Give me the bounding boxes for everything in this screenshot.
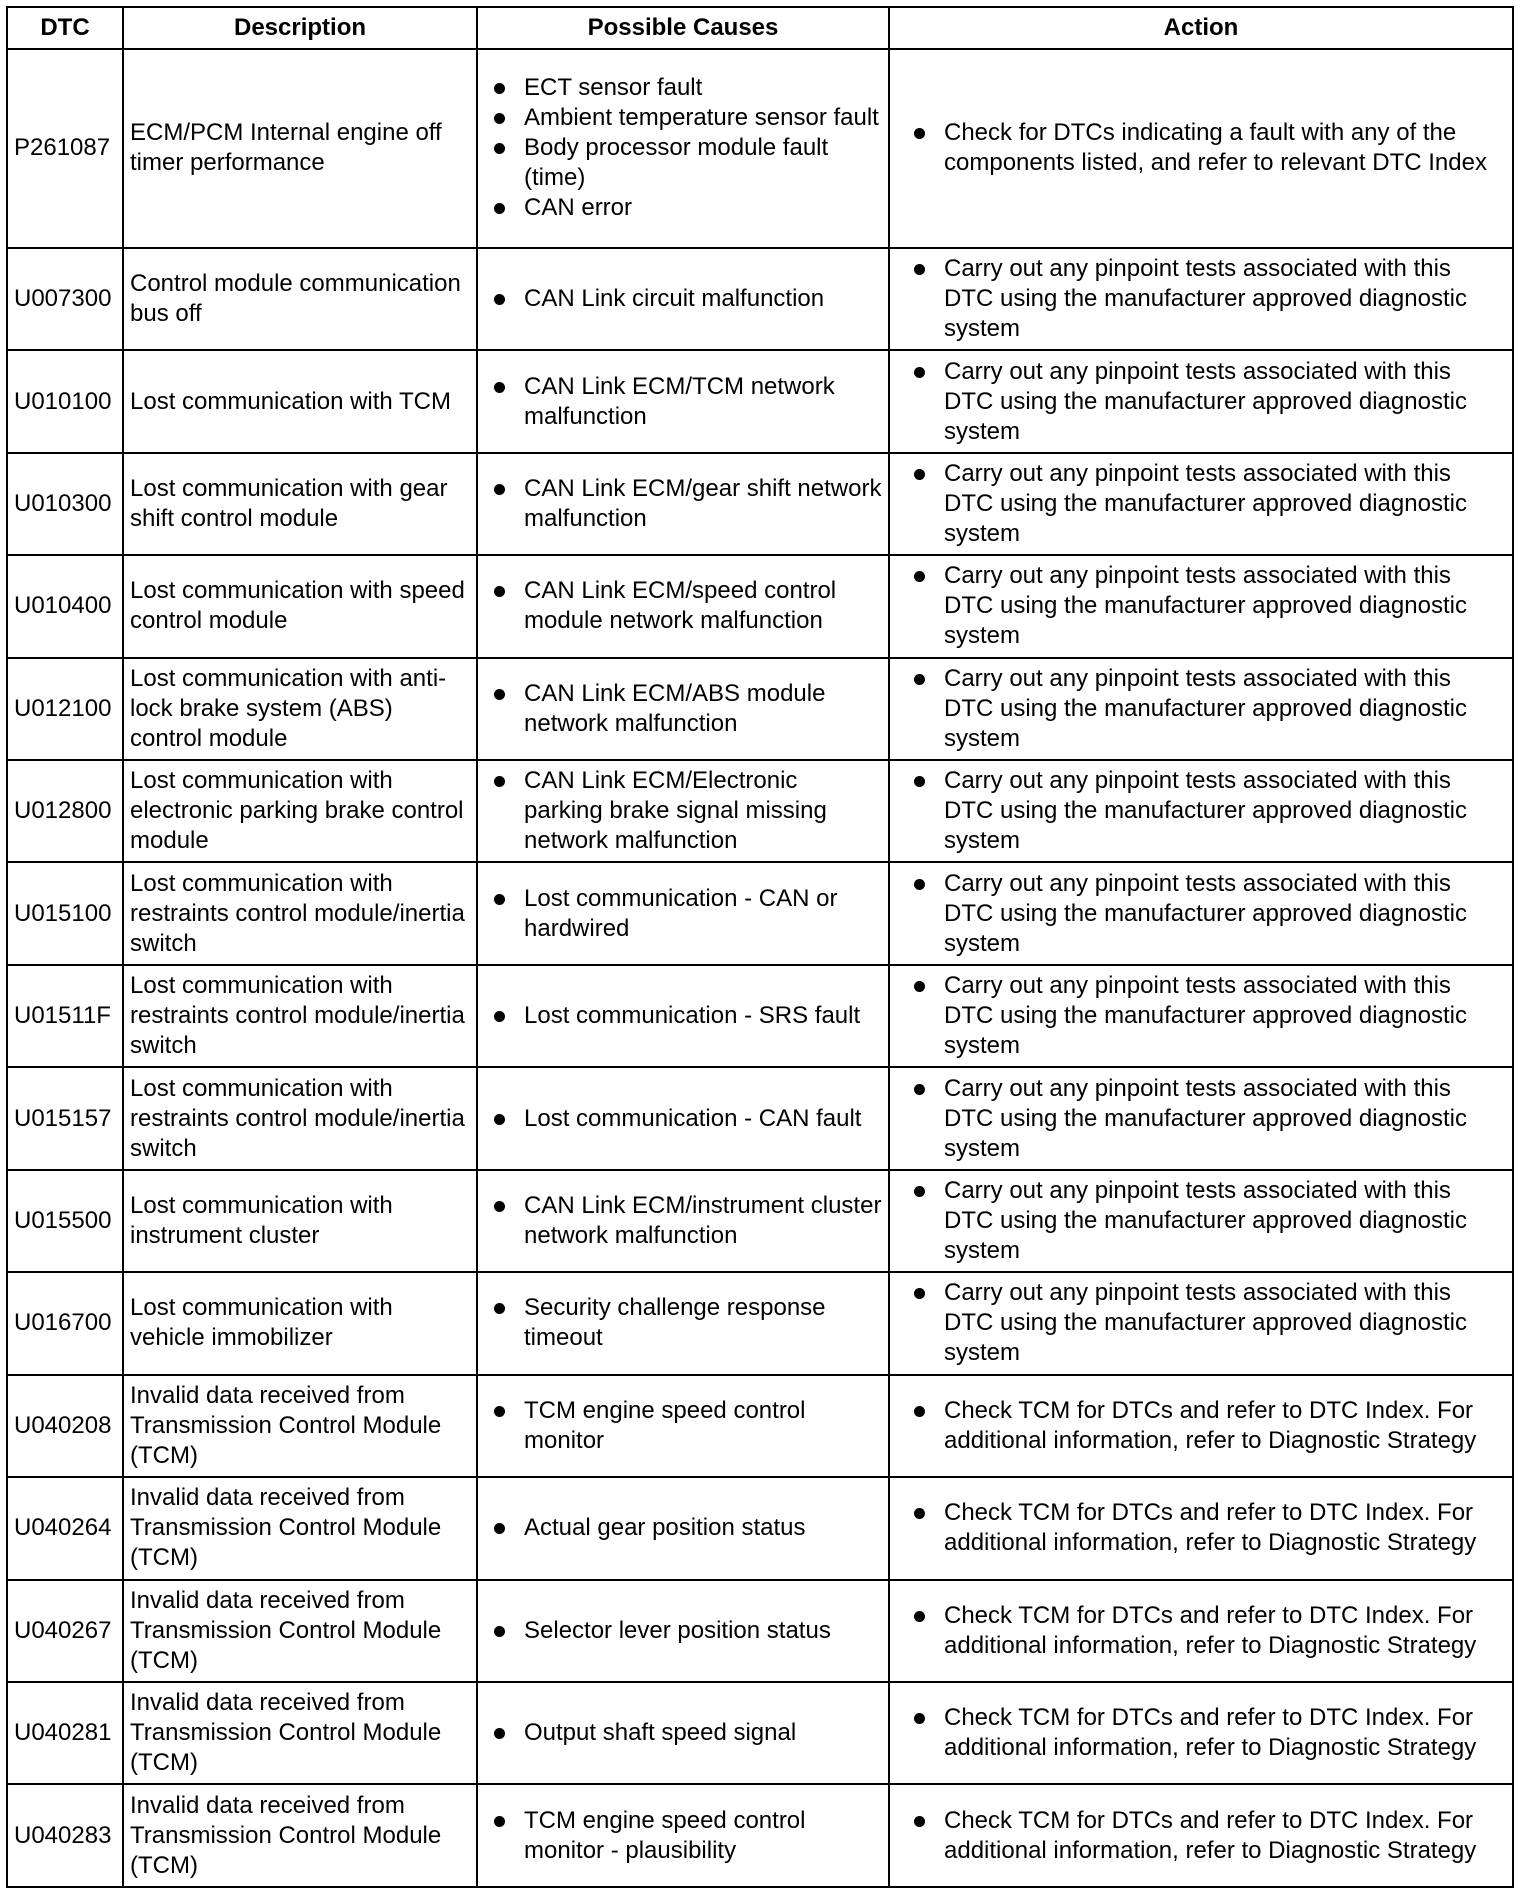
action-list [896, 459, 1506, 549]
dtc-code: U012800 [7, 760, 123, 862]
cause-list [484, 679, 882, 739]
action-list [896, 766, 1506, 856]
possible-causes-cell [477, 1784, 889, 1887]
dtc-description: Lost communication with TCM [123, 350, 477, 452]
cause-list [484, 1513, 882, 1543]
header-description: Description [123, 7, 477, 49]
table-row [7, 1272, 1513, 1374]
action-list [896, 1176, 1506, 1266]
action-cell [889, 1272, 1513, 1374]
cause-item: CAN Link ECM/gear shift network malfunction [484, 474, 882, 534]
action-item: Check for DTCs indicating a fault with any of the components listed, and refer to relevant DTC Index [896, 118, 1506, 178]
action-list [896, 254, 1506, 344]
action-cell [889, 760, 1513, 862]
cause-item: Actual gear position status [484, 1513, 882, 1543]
action-list [896, 118, 1506, 178]
action-list [896, 1703, 1506, 1763]
cause-item: CAN Link ECM/speed control module network malfunction [484, 576, 882, 636]
table-row [7, 555, 1513, 657]
dtc-code: U012100 [7, 658, 123, 760]
action-cell [889, 248, 1513, 350]
cause-item: ECT sensor fault [484, 73, 882, 103]
cause-list [484, 372, 882, 432]
cause-list [484, 1806, 882, 1866]
dtc-code: U015157 [7, 1067, 123, 1169]
action-list [896, 1601, 1506, 1661]
possible-causes-cell [477, 1477, 889, 1579]
possible-causes-cell [477, 965, 889, 1067]
cause-list [484, 474, 882, 534]
header-action: Action [889, 7, 1513, 49]
cause-list [484, 1396, 882, 1456]
action-cell [889, 1375, 1513, 1477]
dtc-code: U040208 [7, 1375, 123, 1477]
cause-item: CAN error [484, 193, 882, 223]
action-cell [889, 1170, 1513, 1272]
dtc-description: Invalid data received from Transmission Control Module (TCM) [123, 1784, 477, 1887]
table-body [7, 49, 1513, 1887]
cause-item: CAN Link ECM/instrument cluster network malfunction [484, 1191, 882, 1251]
table-row [7, 1170, 1513, 1272]
action-list [896, 1806, 1506, 1866]
cause-list [484, 1718, 882, 1748]
action-cell [889, 49, 1513, 248]
cause-item: Security challenge response timeout [484, 1293, 882, 1353]
dtc-description: Lost communication with vehicle immobilizer [123, 1272, 477, 1374]
action-item: Carry out any pinpoint tests associated with this DTC using the manufacturer approved diagnostic system [896, 971, 1506, 1061]
dtc-code: U015500 [7, 1170, 123, 1272]
dtc-code: U040264 [7, 1477, 123, 1579]
action-cell [889, 965, 1513, 1067]
action-list [896, 971, 1506, 1061]
table-row [7, 862, 1513, 964]
cause-list [484, 284, 882, 314]
action-item: Carry out any pinpoint tests associated with this DTC using the manufacturer approved diagnostic system [896, 664, 1506, 754]
cause-item: Ambient temperature sensor fault [484, 103, 882, 133]
dtc-description: Lost communication with instrument cluster [123, 1170, 477, 1272]
cause-item: TCM engine speed control monitor [484, 1396, 882, 1456]
cause-item: Output shaft speed signal [484, 1718, 882, 1748]
action-list [896, 357, 1506, 447]
possible-causes-cell [477, 453, 889, 555]
cause-list [484, 1616, 882, 1646]
action-list [896, 561, 1506, 651]
action-item: Check TCM for DTCs and refer to DTC Index. For additional information, refer to Diagnostic Strategy [896, 1703, 1506, 1763]
action-list [896, 869, 1506, 959]
cause-item: Lost communication - CAN fault [484, 1104, 882, 1134]
dtc-description: Invalid data received from Transmission Control Module (TCM) [123, 1477, 477, 1579]
dtc-code: P261087 [7, 49, 123, 248]
dtc-code: U040281 [7, 1682, 123, 1784]
cause-item: CAN Link ECM/ABS module network malfunction [484, 679, 882, 739]
possible-causes-cell [477, 350, 889, 452]
action-item: Carry out any pinpoint tests associated with this DTC using the manufacturer approved diagnostic system [896, 869, 1506, 959]
dtc-description: ECM/PCM Internal engine off timer performance [123, 49, 477, 248]
dtc-code: U040267 [7, 1580, 123, 1682]
dtc-description: Lost communication with restraints control module/inertia switch [123, 965, 477, 1067]
cause-item: Lost communication - CAN or hardwired [484, 884, 882, 944]
table-row [7, 760, 1513, 862]
table-row [7, 1067, 1513, 1169]
table-row [7, 1682, 1513, 1784]
dtc-code: U010300 [7, 453, 123, 555]
action-item: Carry out any pinpoint tests associated with this DTC using the manufacturer approved diagnostic system [896, 459, 1506, 549]
action-item: Carry out any pinpoint tests associated with this DTC using the manufacturer approved diagnostic system [896, 357, 1506, 447]
table-row [7, 1375, 1513, 1477]
cause-list [484, 766, 882, 856]
dtc-description: Invalid data received from Transmission Control Module (TCM) [123, 1375, 477, 1477]
dtc-code: U010400 [7, 555, 123, 657]
possible-causes-cell [477, 658, 889, 760]
header-row [7, 7, 1513, 49]
possible-causes-cell [477, 1067, 889, 1169]
action-cell [889, 658, 1513, 760]
cause-item: Selector lever position status [484, 1616, 882, 1646]
possible-causes-cell [477, 248, 889, 350]
dtc-code: U015100 [7, 862, 123, 964]
action-cell [889, 1067, 1513, 1169]
action-item: Carry out any pinpoint tests associated with this DTC using the manufacturer approved diagnostic system [896, 766, 1506, 856]
possible-causes-cell [477, 49, 889, 248]
cause-list [484, 1191, 882, 1251]
dtc-code: U007300 [7, 248, 123, 350]
header-possible-causes: Possible Causes [477, 7, 889, 49]
action-list [896, 1278, 1506, 1368]
table-row [7, 1784, 1513, 1887]
dtc-description: Lost communication with electronic parking brake control module [123, 760, 477, 862]
dtc-table [6, 6, 1514, 1888]
dtc-description: Lost communication with restraints control module/inertia switch [123, 862, 477, 964]
cause-list [484, 884, 882, 944]
action-cell [889, 862, 1513, 964]
table-row [7, 658, 1513, 760]
cause-item: Body processor module fault (time) [484, 133, 882, 193]
action-cell [889, 1784, 1513, 1887]
action-cell [889, 555, 1513, 657]
cause-item: TCM engine speed control monitor - plausibility [484, 1806, 882, 1866]
action-item: Check TCM for DTCs and refer to DTC Index. For additional information, refer to Diagnostic Strategy [896, 1396, 1506, 1456]
dtc-code: U016700 [7, 1272, 123, 1374]
action-cell [889, 1682, 1513, 1784]
cause-item: CAN Link ECM/TCM network malfunction [484, 372, 882, 432]
action-item: Carry out any pinpoint tests associated with this DTC using the manufacturer approved diagnostic system [896, 254, 1506, 344]
action-item: Carry out any pinpoint tests associated with this DTC using the manufacturer approved diagnostic system [896, 561, 1506, 651]
cause-list [484, 1104, 882, 1134]
action-cell [889, 1580, 1513, 1682]
cause-list [484, 73, 882, 223]
cause-list [484, 1293, 882, 1353]
dtc-description: Control module communication bus off [123, 248, 477, 350]
possible-causes-cell [477, 1272, 889, 1374]
dtc-description: Lost communication with speed control module [123, 555, 477, 657]
action-item: Check TCM for DTCs and refer to DTC Index. For additional information, refer to Diagnostic Strategy [896, 1498, 1506, 1558]
cause-item: CAN Link ECM/Electronic parking brake signal missing network malfunction [484, 766, 882, 856]
table-row [7, 1477, 1513, 1579]
possible-causes-cell [477, 1580, 889, 1682]
dtc-description: Lost communication with restraints control module/inertia switch [123, 1067, 477, 1169]
dtc-code: U01511F [7, 965, 123, 1067]
action-cell [889, 350, 1513, 452]
cause-item: CAN Link circuit malfunction [484, 284, 882, 314]
dtc-code: U040283 [7, 1784, 123, 1887]
action-list [896, 664, 1506, 754]
dtc-description: Lost communication with anti-lock brake system (ABS) control module [123, 658, 477, 760]
cause-list [484, 1001, 882, 1031]
cause-list [484, 576, 882, 636]
action-item: Carry out any pinpoint tests associated with this DTC using the manufacturer approved diagnostic system [896, 1176, 1506, 1266]
dtc-code: U010100 [7, 350, 123, 452]
possible-causes-cell [477, 1682, 889, 1784]
dtc-description: Invalid data received from Transmission Control Module (TCM) [123, 1580, 477, 1682]
action-list [896, 1074, 1506, 1164]
table-row [7, 453, 1513, 555]
action-item: Check TCM for DTCs and refer to DTC Index. For additional information, refer to Diagnostic Strategy [896, 1806, 1506, 1866]
header-dtc: DTC [7, 7, 123, 49]
table-row [7, 965, 1513, 1067]
action-cell [889, 453, 1513, 555]
possible-causes-cell [477, 862, 889, 964]
possible-causes-cell [477, 555, 889, 657]
cause-item: Lost communication - SRS fault [484, 1001, 882, 1031]
table-row [7, 248, 1513, 350]
action-item: Carry out any pinpoint tests associated with this DTC using the manufacturer approved diagnostic system [896, 1278, 1506, 1368]
action-list [896, 1396, 1506, 1456]
action-list [896, 1498, 1506, 1558]
action-item: Check TCM for DTCs and refer to DTC Index. For additional information, refer to Diagnostic Strategy [896, 1601, 1506, 1661]
action-cell [889, 1477, 1513, 1579]
table-row [7, 350, 1513, 452]
possible-causes-cell [477, 1375, 889, 1477]
possible-causes-cell [477, 760, 889, 862]
action-item: Carry out any pinpoint tests associated with this DTC using the manufacturer approved diagnostic system [896, 1074, 1506, 1164]
dtc-description: Invalid data received from Transmission Control Module (TCM) [123, 1682, 477, 1784]
possible-causes-cell [477, 1170, 889, 1272]
table-row [7, 1580, 1513, 1682]
dtc-description: Lost communication with gear shift control module [123, 453, 477, 555]
table-row [7, 49, 1513, 248]
